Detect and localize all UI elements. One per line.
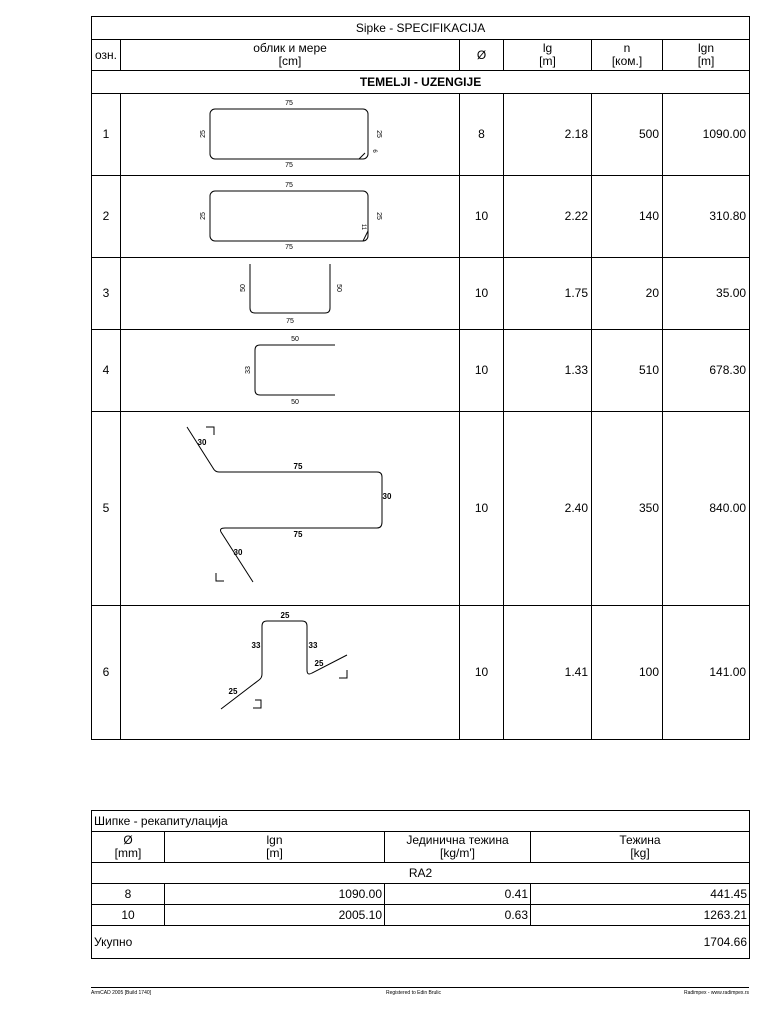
recap-header-unit-weight: Јединична тежина [kg/m'] [385,832,531,863]
footer-vendor: Radimpex - www.radimpex.rs [683,990,749,996]
dim-left: 25 [200,130,207,138]
row-mark: 5 [92,412,121,606]
table-row [92,94,750,176]
row-n: 100 [592,606,663,740]
dim-right: 25 [375,130,382,138]
table-row [92,330,750,412]
recap-lgn: 1090.00 [165,884,385,905]
row-diameter: 10 [460,606,504,740]
row-diameter: 8 [460,94,504,176]
row-lg: 1.33 [504,330,592,412]
recap-group: RA2 [92,863,750,884]
table-row [92,884,750,905]
recap-header-lgn: lgn [m] [165,832,385,863]
dim-top: 50 [291,336,299,343]
row-diameter: 10 [460,412,504,606]
row-diameter: 10 [460,258,504,330]
row-lgn: 840.00 [663,412,750,606]
dim-hook: 11 [360,223,366,231]
row-lgn: 141.00 [663,606,750,740]
dim-right: 30 [382,492,392,501]
header-lgn: lgn [m] [663,40,750,71]
recap-weight: 1263.21 [531,905,750,926]
row-mark: 4 [92,330,121,412]
row-mark: 6 [92,606,121,740]
row-lgn: 35.00 [663,258,750,330]
dim-bottom: 75 [286,318,294,325]
bar-shape-drawing [121,412,460,606]
dim-left: 33 [251,641,261,650]
recap-diameter: 10 [92,905,165,926]
row-lg: 2.22 [504,176,592,258]
recap-unit-weight: 0.63 [385,905,531,926]
dim-leg-left: 25 [228,687,238,696]
dim-top: 75 [293,462,303,471]
recap-weight: 441.45 [531,884,750,905]
page-footer [91,987,749,996]
c-bar-shape-4 [121,330,460,412]
stirrup-shape-1 [121,94,460,176]
row-n: 510 [592,330,663,412]
dim-bottom: 50 [291,399,299,406]
recap-total-row [92,926,750,959]
row-lg: 2.40 [504,412,592,606]
row-diameter: 10 [460,176,504,258]
spec-title: Sipke - SPECIFIKACIJA [92,17,750,40]
bar-shape-drawing [121,258,460,330]
header-lg: lg [m] [504,40,592,71]
header-n: n [ком.] [592,40,663,71]
recapitulation-table [91,810,750,959]
header-diameter: Ø [460,40,504,71]
table-row [92,176,750,258]
recap-header-diameter: Ø [mm] [92,832,165,863]
dim-top: 75 [285,100,293,107]
row-lg: 1.41 [504,606,592,740]
row-mark: 3 [92,258,121,330]
recap-unit-weight: 0.41 [385,884,531,905]
row-mark: 1 [92,94,121,176]
row-n: 20 [592,258,663,330]
row-n: 500 [592,94,663,176]
bar-shape-drawing [121,606,460,740]
recap-title: Шипке - рекапитулација [92,811,750,832]
footer-registration: Registered to Edin Brulic [386,990,442,996]
row-mark: 2 [92,176,121,258]
recap-lgn: 2005.10 [165,905,385,926]
section-title: TEMELJI - UZENGIJE [92,71,750,94]
stirrup-shape-2 [121,176,460,258]
recap-diameter: 8 [92,884,165,905]
z-bar-shape-5 [121,412,460,606]
table-row [92,412,750,606]
recap-header-weight: Тежина [kg] [531,832,750,863]
table-row [92,905,750,926]
recap-total-label: Укупно [92,926,385,959]
u-bar-shape-3 [121,258,460,330]
dim-hook-top: 30 [197,438,207,447]
footer-software: ArmCAD 2005 [Build 1740] [91,990,152,996]
row-lgn: 1090.00 [663,94,750,176]
dim-bottom: 75 [285,244,293,251]
dim-left: 50 [240,284,247,292]
row-diameter: 10 [460,330,504,412]
bar-shape-drawing [121,330,460,412]
bar-shape-drawing [121,94,460,176]
dim-bottom: 75 [285,162,293,169]
dim-left: 33 [245,366,252,374]
bar-shape-drawing [121,176,460,258]
recap-total-value: 1704.66 [385,926,750,959]
dim-right: 25 [375,212,382,220]
row-n: 140 [592,176,663,258]
table-row [92,258,750,330]
header-mark: озн. [92,40,121,71]
row-n: 350 [592,412,663,606]
dim-bottom: 75 [293,530,303,539]
dim-leg-right: 25 [314,659,324,668]
table-row [92,606,750,740]
dim-hook: 6 [371,149,377,153]
row-lg: 1.75 [504,258,592,330]
dim-left: 25 [200,212,207,220]
dim-top: 25 [280,611,290,620]
header-shape: облик и мере [cm] [121,40,460,71]
hat-bar-shape-6 [121,606,460,740]
row-lg: 2.18 [504,94,592,176]
dim-hook-bottom: 30 [233,548,243,557]
specification-table [91,16,750,740]
dim-right: 50 [335,284,342,292]
dim-top: 75 [285,182,293,189]
dim-right: 33 [308,641,318,650]
row-lgn: 310.80 [663,176,750,258]
row-lgn: 678.30 [663,330,750,412]
